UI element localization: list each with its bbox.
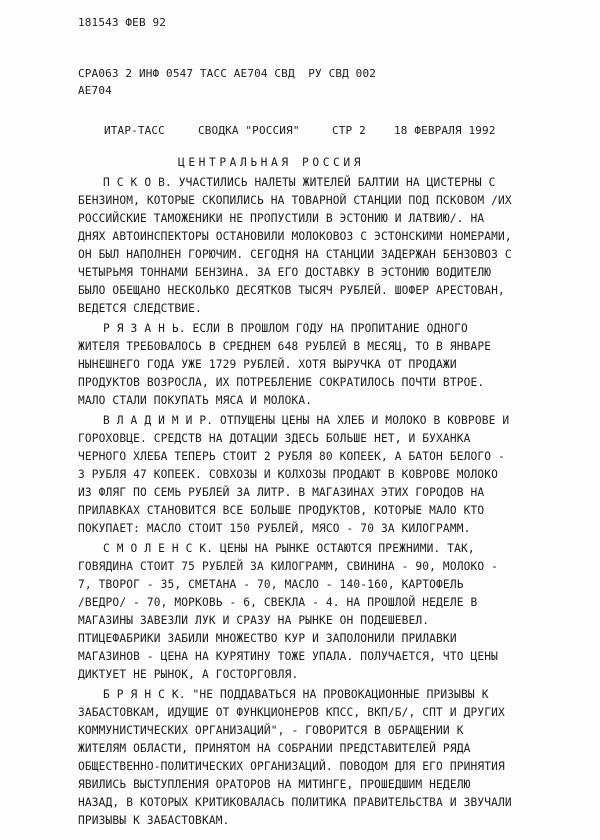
text-line: В Л А Д И М И Р. ОТПУЩЕНЫ ЦЕНЫ НА ХЛЕБ И МОЛОКО В КОВРОВЕ И xyxy=(103,414,510,427)
text-line: ЧЕТЫРЬМЯ ТОННАМИ БЕНЗИНА. ЗА ЕГО ДОСТАВКУ В ЭСТОНИЮ ВОДИТЕЛЮ xyxy=(78,266,492,279)
text-line: ДИКТУЕТ НЕ РЫНОК, А ГОСТОРГОВЛЯ. xyxy=(78,668,299,681)
text-line: ЯВИЛИСЬ ВЫСТУПЛЕНИЯ ОРАТОРОВ НА МИТИНГЕ, ПРОШЕДШИМ НЕДЕЛЮ xyxy=(78,778,471,791)
text-line: МАЛО СТАЛИ ПОКУПАТЬ МЯСА И МОЛОКА. xyxy=(78,394,313,407)
text-line: БЕНЗИНОМ, КОТОРЫЕ СКОПИЛИСЬ НА ТОВАРНОЙ СТАНЦИИ ПОД ПСКОВОМ /ИХ xyxy=(78,194,512,207)
text-line: ОБЩЕСТВЕННО-ПОЛИТИЧЕСКИХ ОРГАНИЗАЦИЙ. ПОВОДОМ ДЛЯ ЕГО ПРИНЯТИЯ xyxy=(78,760,505,773)
text-line: ГОРОХОВЦЕ. СРЕДСТВ НА ДОТАЦИИ ЗДЕСЬ БОЛЬШЕ НЕТ, И БУХАНКА xyxy=(78,432,471,445)
text-line: НАЗАД, В КОТОРЫХ КРИТИКОВАЛАСЬ ПОЛИТИКА ПРАВИТЕЛЬСТВА И ЗВУЧАЛИ xyxy=(78,796,512,809)
text-line: БЫЛО ОБЕЩАНО НЕСКОЛЬКО ДЕСЯТКОВ ТЫСЯЧ РУБЛЕЙ. ШОФЕР АРЕСТОВАН, xyxy=(78,284,505,297)
text-line: ИЗ ФЛЯГ ПО СЕМЬ РУБЛЕЙ ЗА ЛИТР. В МАГАЗИНАХ ЭТИХ ГОРОДОВ НА xyxy=(78,486,485,499)
text-line: ГОВЯДИНА СТОИТ 75 РУБЛЕЙ ЗА КИЛОГРАММ, СВИНИНА - 90, МОЛОКО - xyxy=(78,560,499,573)
text-line: 3 РУБЛЯ 47 КОПЕЕК. СОВХОЗЫ И КОЛХОЗЫ ПРОДАЮТ В КОВРОВЕ МОЛОКО xyxy=(78,468,499,481)
text-line: МАГАЗИНОВ - ЦЕНА НА КУРЯТИНУ ТОЖЕ УПАЛА. ПОЛУЧАЕТСЯ, ЧТО ЦЕНЫ xyxy=(78,650,499,663)
text-line: ПРИЛАВКАХ СТАНОВИТСЯ ВСЕ БОЛЬШЕ ПРОДУКТОВ, КОТОРЫЕ МАЛО КТО xyxy=(78,504,485,517)
report-date: 18 ФЕВРАЛЯ 1992 xyxy=(394,124,496,137)
text-line: НЫНЕШНЕГО ГОДА УЖЕ 1729 РУБЛЕЙ. ХОТЯ ВЫРУЧКА ОТ ПРОДАЖИ xyxy=(78,358,457,371)
text-line: ПОКУПАЕТ: МАСЛО СТОИТ 150 РУБЛЕЙ, МЯСО - 70 ЗА КИЛОГРАММ. xyxy=(78,522,471,535)
section-name: СВОДКА "РОССИЯ" xyxy=(198,124,300,137)
text-line: ЖИТЕЛЯМ ОБЛАСТИ, ПРИНЯТОМ НА СОБРАНИИ ПРЕДСТАВИТЕЛЕЙ РЯДА xyxy=(78,742,471,755)
text-line: Б Р Я Н С К. "НЕ ПОДДАВАТЬСЯ НА ПРОВОКАЦИОННЫЕ ПРИЗЫВЫ К xyxy=(103,688,489,701)
text-line: ПТИЦЕФАБРИКИ ЗАБИЛИ МНОЖЕСТВО КУР И ЗАПОЛОНИЛИ ПРИЛАВКИ xyxy=(78,632,457,645)
text-line: /ВЕДРО/ - 70, МОРКОВЬ - 6, СВЕКЛА - 4. НА ПРОШЛОЙ НЕДЕЛЕ В xyxy=(78,596,478,609)
text-line: 7, ТВОРОГ - 35, СМЕТАНА - 70, МАСЛО - 140-160, КАРТОФЕЛЬ xyxy=(78,578,464,591)
text-line: ПРОДУКТОВ ВОЗРОСЛА, ИХ ПОТРЕБЛЕНИЕ СОКРАТИЛОСЬ ПОЧТИ ВТРОЕ. xyxy=(78,376,485,389)
agency-name: ИТАР-ТАСС xyxy=(104,124,165,137)
text-line: ДНЯХ АВТОИНСПЕКТОРЫ ОСТАНОВИЛИ МОЛОКОВОЗ С ЭСТОНСКИМИ НОМЕРАМИ, xyxy=(78,230,512,243)
text-line: ЧЕРНОГО ХЛЕБА ТЕПЕРЬ СТОИТ 2 РУБЛЯ 80 КОПЕЕК, А БАТОН БЕЛОГО - xyxy=(78,450,505,463)
text-line: ВЕДЕТСЯ СЛЕДСТВИЕ. xyxy=(78,302,202,315)
page-number: СТР 2 xyxy=(332,124,366,137)
text-line: ОН БЫЛ НАПОЛНЕН ГОРЮЧИМ. СЕГОДНЯ НА СТАНЦИИ ЗАДЕРЖАН БЕНЗОВОЗ С xyxy=(78,248,512,261)
routing-code: AE704 xyxy=(78,84,112,97)
text-line: Р Я З А Н Ь. ЕСЛИ В ПРОШЛОМ ГОДУ НА ПРОПИТАНИЕ ОДНОГО xyxy=(103,322,468,335)
routing-line: CPA063 2 ИНФ 0547 ТАСС AE704 СВД РУ СВД 002 xyxy=(78,67,376,80)
text-line: ПРИЗЫВЫ К ЗАБАСТОВКАМ. xyxy=(78,814,230,827)
text-line: ЖИТЕЛЯ ТРЕБОВАЛОСЬ В СРЕДНЕМ 648 РУБЛЕЙ В МЕСЯЦ, ТО В ЯНВАРЕ xyxy=(78,340,492,353)
text-line: ЗАБАСТОВКАМ, ИДУЩИЕ ОТ ФУНКЦИОНЕРОВ КПСС, ВКП/Б/, СПТ И ДРУГИХ xyxy=(78,706,505,719)
text-line: МАГАЗИНЫ ЗАВЕЗЛИ ЛУК И СРАЗУ НА РЫНКЕ ОН ПОДЕШЕВЕЛ. xyxy=(78,614,430,627)
text-line: КОММУНИСТИЧЕСКИХ ОРГАНИЗАЦИЙ", - ГОВОРИТСЯ В ОБРАЩЕНИИ К xyxy=(78,724,464,737)
doc-number: 181543 ФЕВ 92 xyxy=(78,16,167,29)
region-title: ЦЕНТРАЛЬНАЯ РОССИЯ xyxy=(178,156,365,169)
text-line: РОССИЙСКИЕ ТАМОЖЕНИКИ НЕ ПРОПУСТИЛИ В ЭСТОНИЮ И ЛАТВИЮ/. НА xyxy=(78,212,485,225)
text-line: П С К О В. УЧАСТИЛИСЬ НАЛЕТЫ ЖИТЕЛЕЙ БАЛТИИ НА ЦИСТЕРНЫ С xyxy=(103,176,496,189)
text-line: С М О Л Е Н С К. ЦЕНЫ НА РЫНКЕ ОСТАЮТСЯ ПРЕЖНИМИ. ТАК, xyxy=(103,542,475,555)
